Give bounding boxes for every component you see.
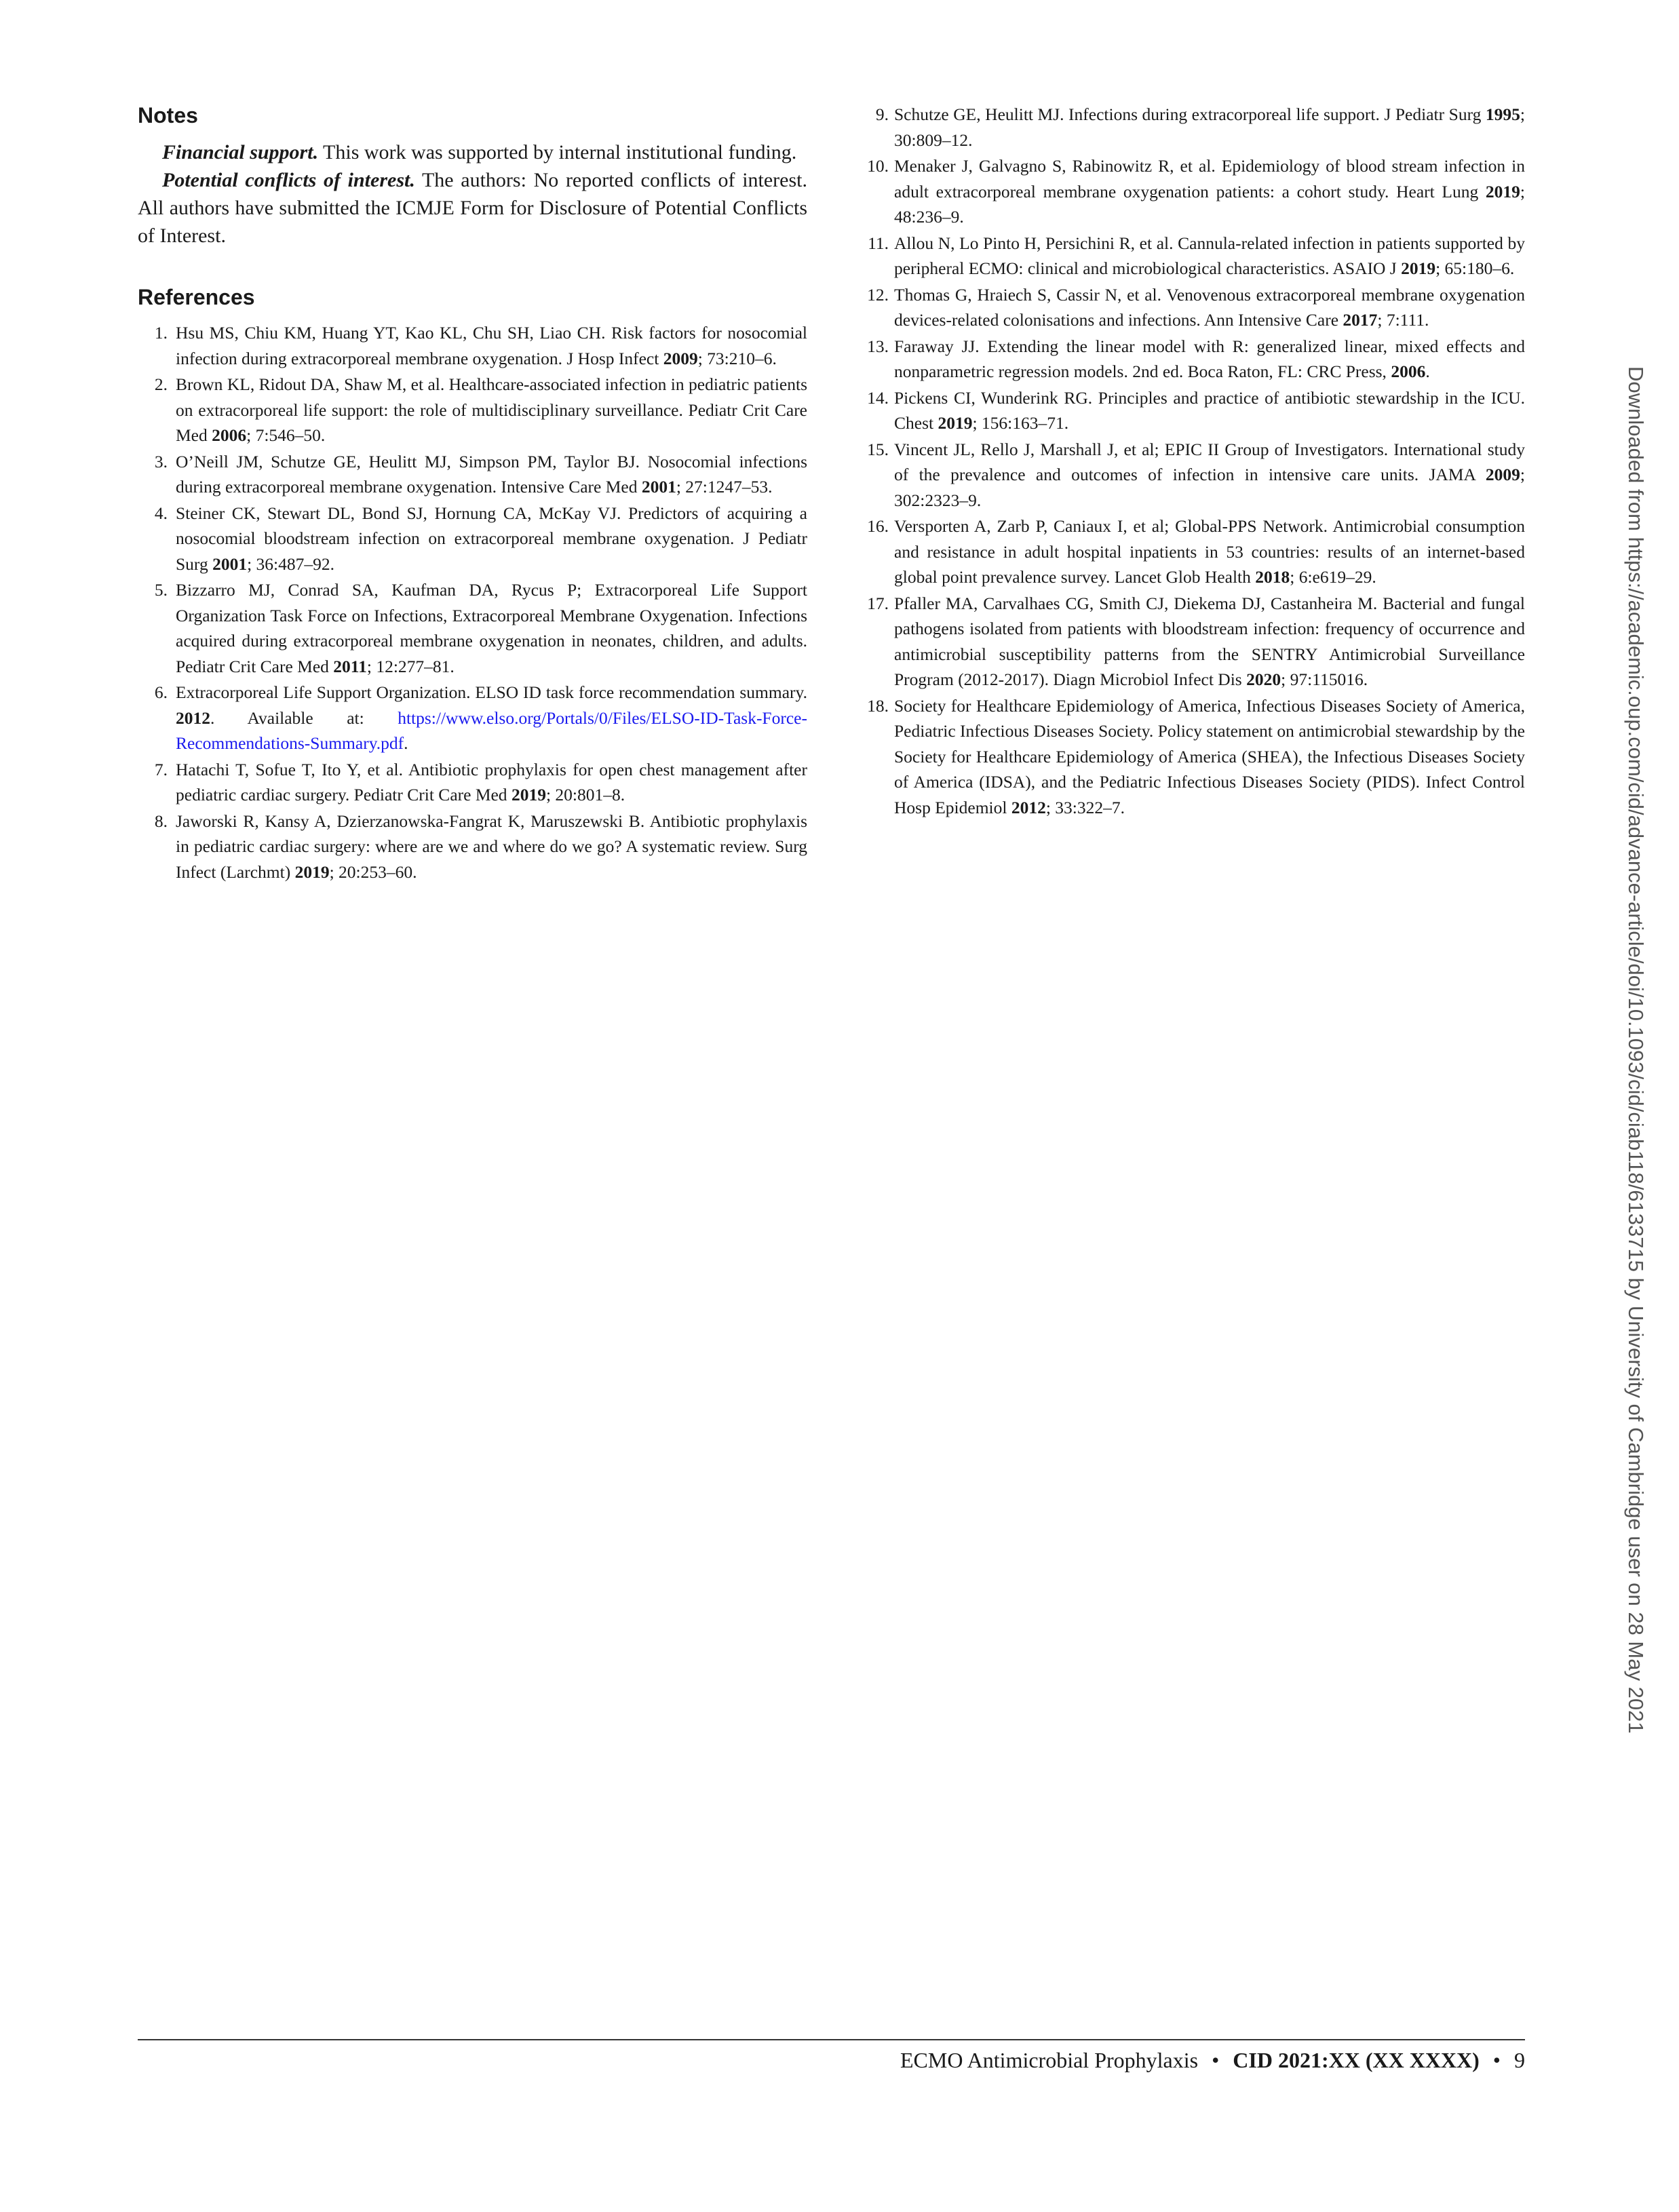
reference-year: 2001 <box>212 554 248 574</box>
page-footer <box>900 2048 1525 2073</box>
footer-bullet: • <box>1212 2048 1220 2072</box>
reference-text: Faraway JJ. Extending the linear model with R: generalized linear, mixed effects and nonparametric regression models. 2nd ed. Boca Raton, FL: CRC Press, <box>894 336 1525 381</box>
reference-number: 10. <box>867 156 889 176</box>
reference-item <box>853 153 1525 230</box>
reference-number: 14. <box>867 387 889 408</box>
reference-details: ; 302:2323–9. <box>894 465 1525 510</box>
reference-number: 18. <box>867 695 889 716</box>
reference-year: 2001 <box>641 477 676 497</box>
reference-details: . <box>1425 362 1430 381</box>
reference-year: 2020 <box>1246 670 1281 689</box>
conflicts-label: Potential conflicts of interest. <box>162 169 415 191</box>
reference-number: 16. <box>867 516 889 536</box>
reference-details: ; 97:115016. <box>1281 670 1368 689</box>
download-notice-text: Downloaded from https://academic.oup.com/cid/advance-article/doi/10.1093/cid/ciab118/6133715 by University of Cambridge user on 28 May 2021 <box>1624 366 1648 1734</box>
reference-item <box>853 282 1525 333</box>
reference-text: O’Neill JM, Schutze GE, Heulitt MJ, Simpson PM, Taylor BJ. Nosocomial infections during extracorporeal membrane oxygenation. Intensive Care Med <box>176 451 807 497</box>
financial-support-paragraph <box>138 138 807 166</box>
reference-year: 2006 <box>1391 362 1426 381</box>
reference-year: 2019 <box>938 413 973 433</box>
financial-support-label: Financial support. <box>162 141 319 163</box>
running-title: ECMO Antimicrobial Prophylaxis <box>900 2048 1199 2072</box>
conflicts-text: The authors: No reported conflicts of interest. All authors have submitted the ICMJE Form for Disclosure of Potential Conflicts of Interest. <box>138 169 807 247</box>
footer-rule <box>138 2039 1525 2040</box>
reference-year: 2018 <box>1255 567 1290 587</box>
reference-item <box>138 577 807 679</box>
reference-details: ; 27:1247–53. <box>676 477 773 497</box>
reference-details: ; 65:180–6. <box>1435 258 1515 278</box>
reference-item <box>138 449 807 500</box>
reference-number: 5. <box>154 580 168 600</box>
reference-item <box>853 334 1525 385</box>
conflicts-paragraph <box>138 166 807 250</box>
reference-text: Schutze GE, Heulitt MJ. Infections during extracorporeal life support. J Pediatr Surg <box>894 104 1486 124</box>
download-notice <box>1617 366 1658 1859</box>
reference-number: 9. <box>875 104 889 124</box>
reference-text: Extracorporeal Life Support Organization. ELSO ID task force recommendation summary. <box>176 682 807 702</box>
reference-details: ; 36:487–92. <box>247 554 335 574</box>
reference-year: 2019 <box>1401 258 1436 278</box>
reference-item <box>853 591 1525 693</box>
reference-text: Hsu MS, Chiu KM, Huang YT, Kao KL, Chu SH, Liao CH. Risk factors for nosocomial infection during extracorporeal membrane oxygenation. J Hosp Infect <box>176 323 807 368</box>
reference-text: Allou N, Lo Pinto H, Persichini R, et al. Cannula-related infection in patients supported by peripheral ECMO: clinical and microbiological characteristics. ASAIO J <box>894 233 1525 278</box>
financial-support-text: This work was supported by internal institutional funding. <box>323 141 797 163</box>
reference-item <box>853 231 1525 282</box>
reference-item <box>853 385 1525 436</box>
reference-year: 2009 <box>663 348 698 368</box>
reference-item <box>853 513 1525 590</box>
reference-item <box>138 372 807 448</box>
reference-details: ; 20:253–60. <box>329 861 417 882</box>
reference-item <box>138 501 807 577</box>
reference-details: ; 156:163–71. <box>972 413 1069 433</box>
reference-number: 1. <box>154 323 168 343</box>
reference-year: 2009 <box>1485 465 1520 484</box>
reference-text: Jaworski R, Kansy A, Dzierzanowska-Fangrat K, Maruszewski B. Antibiotic prophylaxis in pediatric cardiac surgery: where are we and where do we go? A systematic review. Surg Infect (Larchmt) <box>176 811 807 882</box>
reference-year: 2019 <box>511 785 546 804</box>
reference-details: . Available at: <box>210 707 398 728</box>
reference-text: Menaker J, Galvagno S, Rabinowitz R, et al. Epidemiology of blood stream infection in adult extracorporeal membrane oxygenation patients: a cohort study. Heart Lung <box>894 156 1525 201</box>
reference-year: 2019 <box>1485 181 1520 201</box>
reference-text: Bizzarro MJ, Conrad SA, Kaufman DA, Rycus P; Extracorporeal Life Support Organization Task Force on Infections, Extracorporeal Membrane Oxygenation. Infections acquired during extracorporeal membrane oxygenation in neonates, children, and adults. Pediatr Crit Care Med <box>176 580 807 676</box>
reference-details: ; 7:546–50. <box>246 425 326 445</box>
reference-item <box>138 757 807 808</box>
reference-number: 17. <box>867 593 889 613</box>
reference-text: Pickens CI, Wunderink RG. Principles and practice of antibiotic stewardship in the ICU. Chest <box>894 387 1525 433</box>
reference-year: 2012 <box>1011 797 1046 817</box>
right-column <box>853 102 1525 821</box>
reference-year: 2017 <box>1343 310 1378 330</box>
reference-item <box>138 320 807 371</box>
reference-list-right <box>853 102 1525 820</box>
reference-number: 15. <box>867 439 889 459</box>
reference-number: 11. <box>868 233 889 253</box>
reference-number: 6. <box>154 682 168 702</box>
reference-text: Versporten A, Zarb P, Caniaux I, et al; Global-PPS Network. Antimicrobial consumption and resistance in adult hospital inpatients in 53 countries: results of an internet-based global point prevalence survey. Lancet Glob Health <box>894 516 1525 587</box>
reference-text: Steiner CK, Stewart DL, Bond SJ, Hornung CA, McKay VJ. Predictors of acquiring a nosocomial bloodstream infection on extracorporeal membrane oxygenation. J Pediatr Surg <box>176 503 807 574</box>
footer-bullet: • <box>1492 2048 1501 2072</box>
reference-item <box>853 102 1525 153</box>
reference-number: 7. <box>154 759 168 779</box>
left-column <box>138 102 807 885</box>
reference-number: 12. <box>867 284 889 305</box>
references-heading: References <box>138 285 255 309</box>
reference-year: 2011 <box>333 656 367 676</box>
reference-details: ; 7:111. <box>1377 310 1429 330</box>
reference-year: 1995 <box>1485 104 1520 124</box>
reference-details: ; 6:e619–29. <box>1290 567 1376 587</box>
reference-text: Pfaller MA, Carvalhaes CG, Smith CJ, Diekema DJ, Castanheira M. Bacterial and fungal pathogens isolated from patients with bloodstream infection: frequency of occurrence and antimicrobial susceptibility patterns from the SENTRY Antimicrobial Surveillance Program (2012-2017). Diagn Microbiol Infect Dis <box>894 593 1525 689</box>
reference-number: 3. <box>154 451 168 471</box>
reference-list-left <box>138 320 807 885</box>
reference-details: ; 12:277–81. <box>366 656 455 676</box>
reference-year: 2012 <box>176 707 210 728</box>
reference-number: 2. <box>154 374 168 394</box>
reference-year: 2019 <box>294 861 330 882</box>
reference-text: Thomas G, Hraiech S, Cassir N, et al. Venovenous extracorporeal membrane oxygenation devices-related colonisations and infections. Ann Intensive Care <box>894 284 1525 330</box>
reference-text: Hatachi T, Sofue T, Ito Y, et al. Antibiotic prophylaxis for open chest management after pediatric cardiac surgery. Pediatr Crit Care Med <box>176 759 807 804</box>
reference-text: Brown KL, Ridout DA, Shaw M, et al. Healthcare-associated infection in pediatric patients on extracorporeal life support: the role of multidisciplinary surveillance. Pediatr Crit Care Med <box>176 374 807 445</box>
reference-details: ; 20:801–8. <box>545 785 625 804</box>
reference-number: 8. <box>154 811 168 831</box>
reference-details: ; 30:809–12. <box>894 104 1525 150</box>
page-number: 9 <box>1514 2048 1525 2072</box>
reference-text: Vincent JL, Rello J, Marshall J, et al; EPIC II Group of Investigators. International study of the prevalence and outcomes of infection in intensive care units. JAMA <box>894 439 1525 484</box>
reference-year: 2006 <box>212 425 247 445</box>
reference-text: Society for Healthcare Epidemiology of America, Infectious Diseases Society of America, Pediatric Infectious Diseases Society. Policy statement on antimicrobial stewardship by the Society for Healthcare Epidemiology of America (SHEA), the Infectious Diseases Society of America (IDSA), and the Pediatric Infectious Diseases Society (PIDS). Infect Control Hosp Epidemiol <box>894 695 1525 817</box>
reference-item <box>853 437 1525 513</box>
reference-tail: . <box>404 733 408 753</box>
notes-heading: Notes <box>138 103 198 128</box>
journal-citation: CID 2021:XX (XX XXXX) <box>1233 2048 1480 2072</box>
reference-item <box>138 680 807 756</box>
reference-number: 13. <box>867 336 889 356</box>
reference-item <box>138 809 807 885</box>
reference-number: 4. <box>154 503 168 523</box>
reference-details: ; 33:322–7. <box>1045 797 1125 817</box>
reference-details: ; 48:236–9. <box>894 181 1525 227</box>
reference-item <box>853 693 1525 821</box>
reference-details: ; 73:210–6. <box>697 348 777 368</box>
reference-link[interactable]: https://www.elso.org/Portals/0/Files/ELSO-ID-Task-Force-Recommendations-Summary.pdf <box>176 707 807 753</box>
